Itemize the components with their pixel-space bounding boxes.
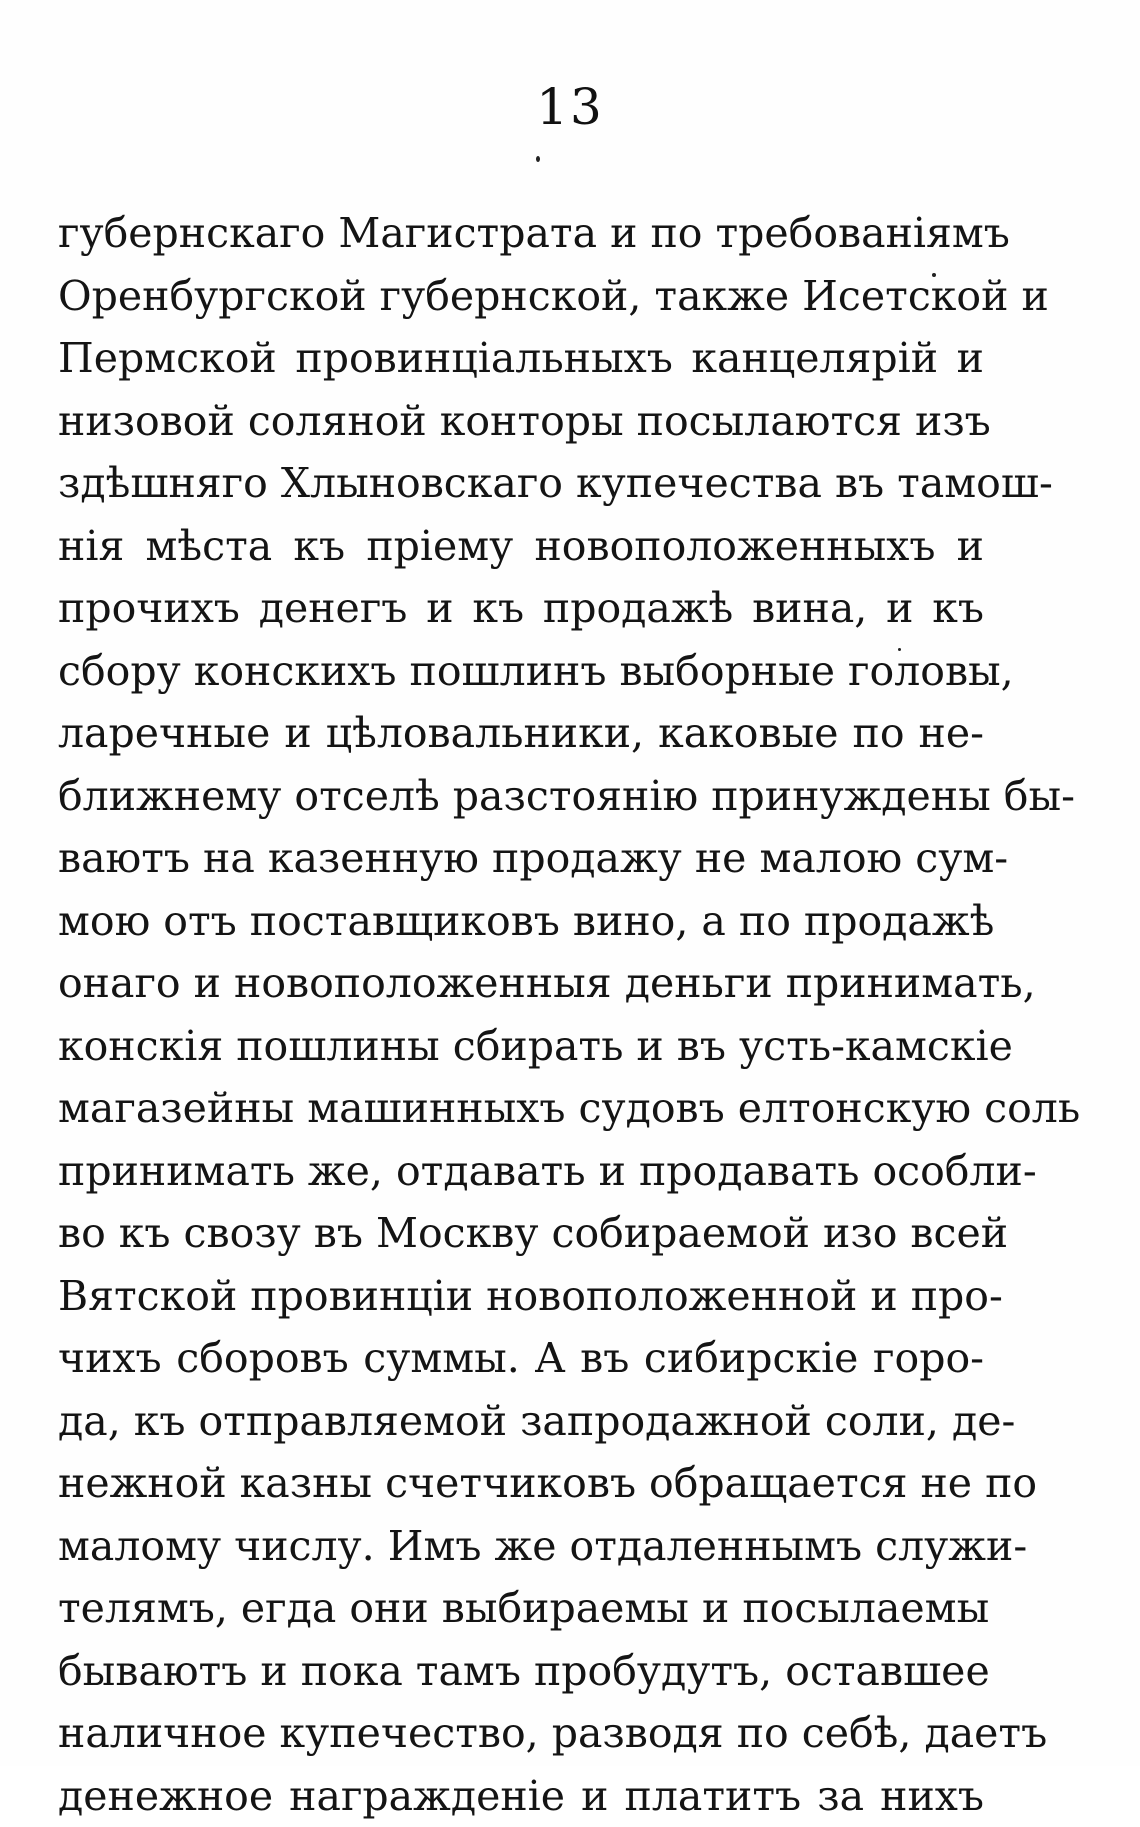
text-line: во къ свозу въ Москву собираемой изо всей [58, 1202, 984, 1265]
text-line: ларечные и цѣловальники, каковые по не- [58, 702, 984, 765]
text-line: ближнему отселѣ разстоянію принуждены бы- [58, 765, 984, 828]
ink-speck [536, 156, 540, 162]
text-line: принимать же, отдавать и продавать особли- [58, 1140, 984, 1203]
text-line: Оренбургской губернской, также Исетской и [58, 265, 984, 328]
text-line: бываютъ и пока тамъ пробудутъ, оставшее [58, 1640, 984, 1703]
text-line: низовой соляной конторы посылаются изъ [58, 390, 984, 453]
text-line: ваютъ на казенную продажу не малою сум- [58, 827, 984, 890]
text-line: Вятской провинціи новоположенной и про- [58, 1265, 984, 1328]
text-line: губернскаго Магистрата и по требованіямъ [58, 202, 984, 265]
page-number: 13 [0, 78, 1140, 136]
text-line: онаго и новоположенныя деньги принимать, [58, 952, 984, 1015]
text-line: сбору конскихъ пошлинъ выборные головы, [58, 640, 984, 703]
text-line: малому числу. Имъ же отдаленнымъ служи- [58, 1515, 984, 1578]
text-line: телямъ, егда они выбираемы и посылаемы [58, 1577, 984, 1640]
text-line: нежной казны счетчиковъ обращается не по [58, 1452, 984, 1515]
body-text [58, 202, 984, 1827]
text-line: денежное награжденіе и платитъ за нихъ [58, 1765, 984, 1827]
text-line: магазейны машинныхъ судовъ елтонскую соль [58, 1077, 984, 1140]
text-line: здѣшняго Хлыновскаго купечества въ тамош- [58, 452, 984, 515]
text-line: Пермской провинціальныхъ канцелярій и [58, 327, 984, 390]
text-line: мою отъ поставщиковъ вино, а по продажѣ [58, 890, 984, 953]
text-line: нія мѣста къ пріему новоположенныхъ и [58, 515, 984, 578]
text-line: конскія пошлины сбирать и въ усть-камскіе [58, 1015, 984, 1078]
text-line: да, къ отправляемой запродажной соли, де- [58, 1390, 984, 1453]
text-line: чихъ сборовъ суммы. А въ сибирскіе горо- [58, 1327, 984, 1390]
text-line: наличное купечество, разводя по себѣ, даетъ [58, 1702, 984, 1765]
text-line: прочихъ денегъ и къ продажѣ вина, и къ [58, 577, 984, 640]
